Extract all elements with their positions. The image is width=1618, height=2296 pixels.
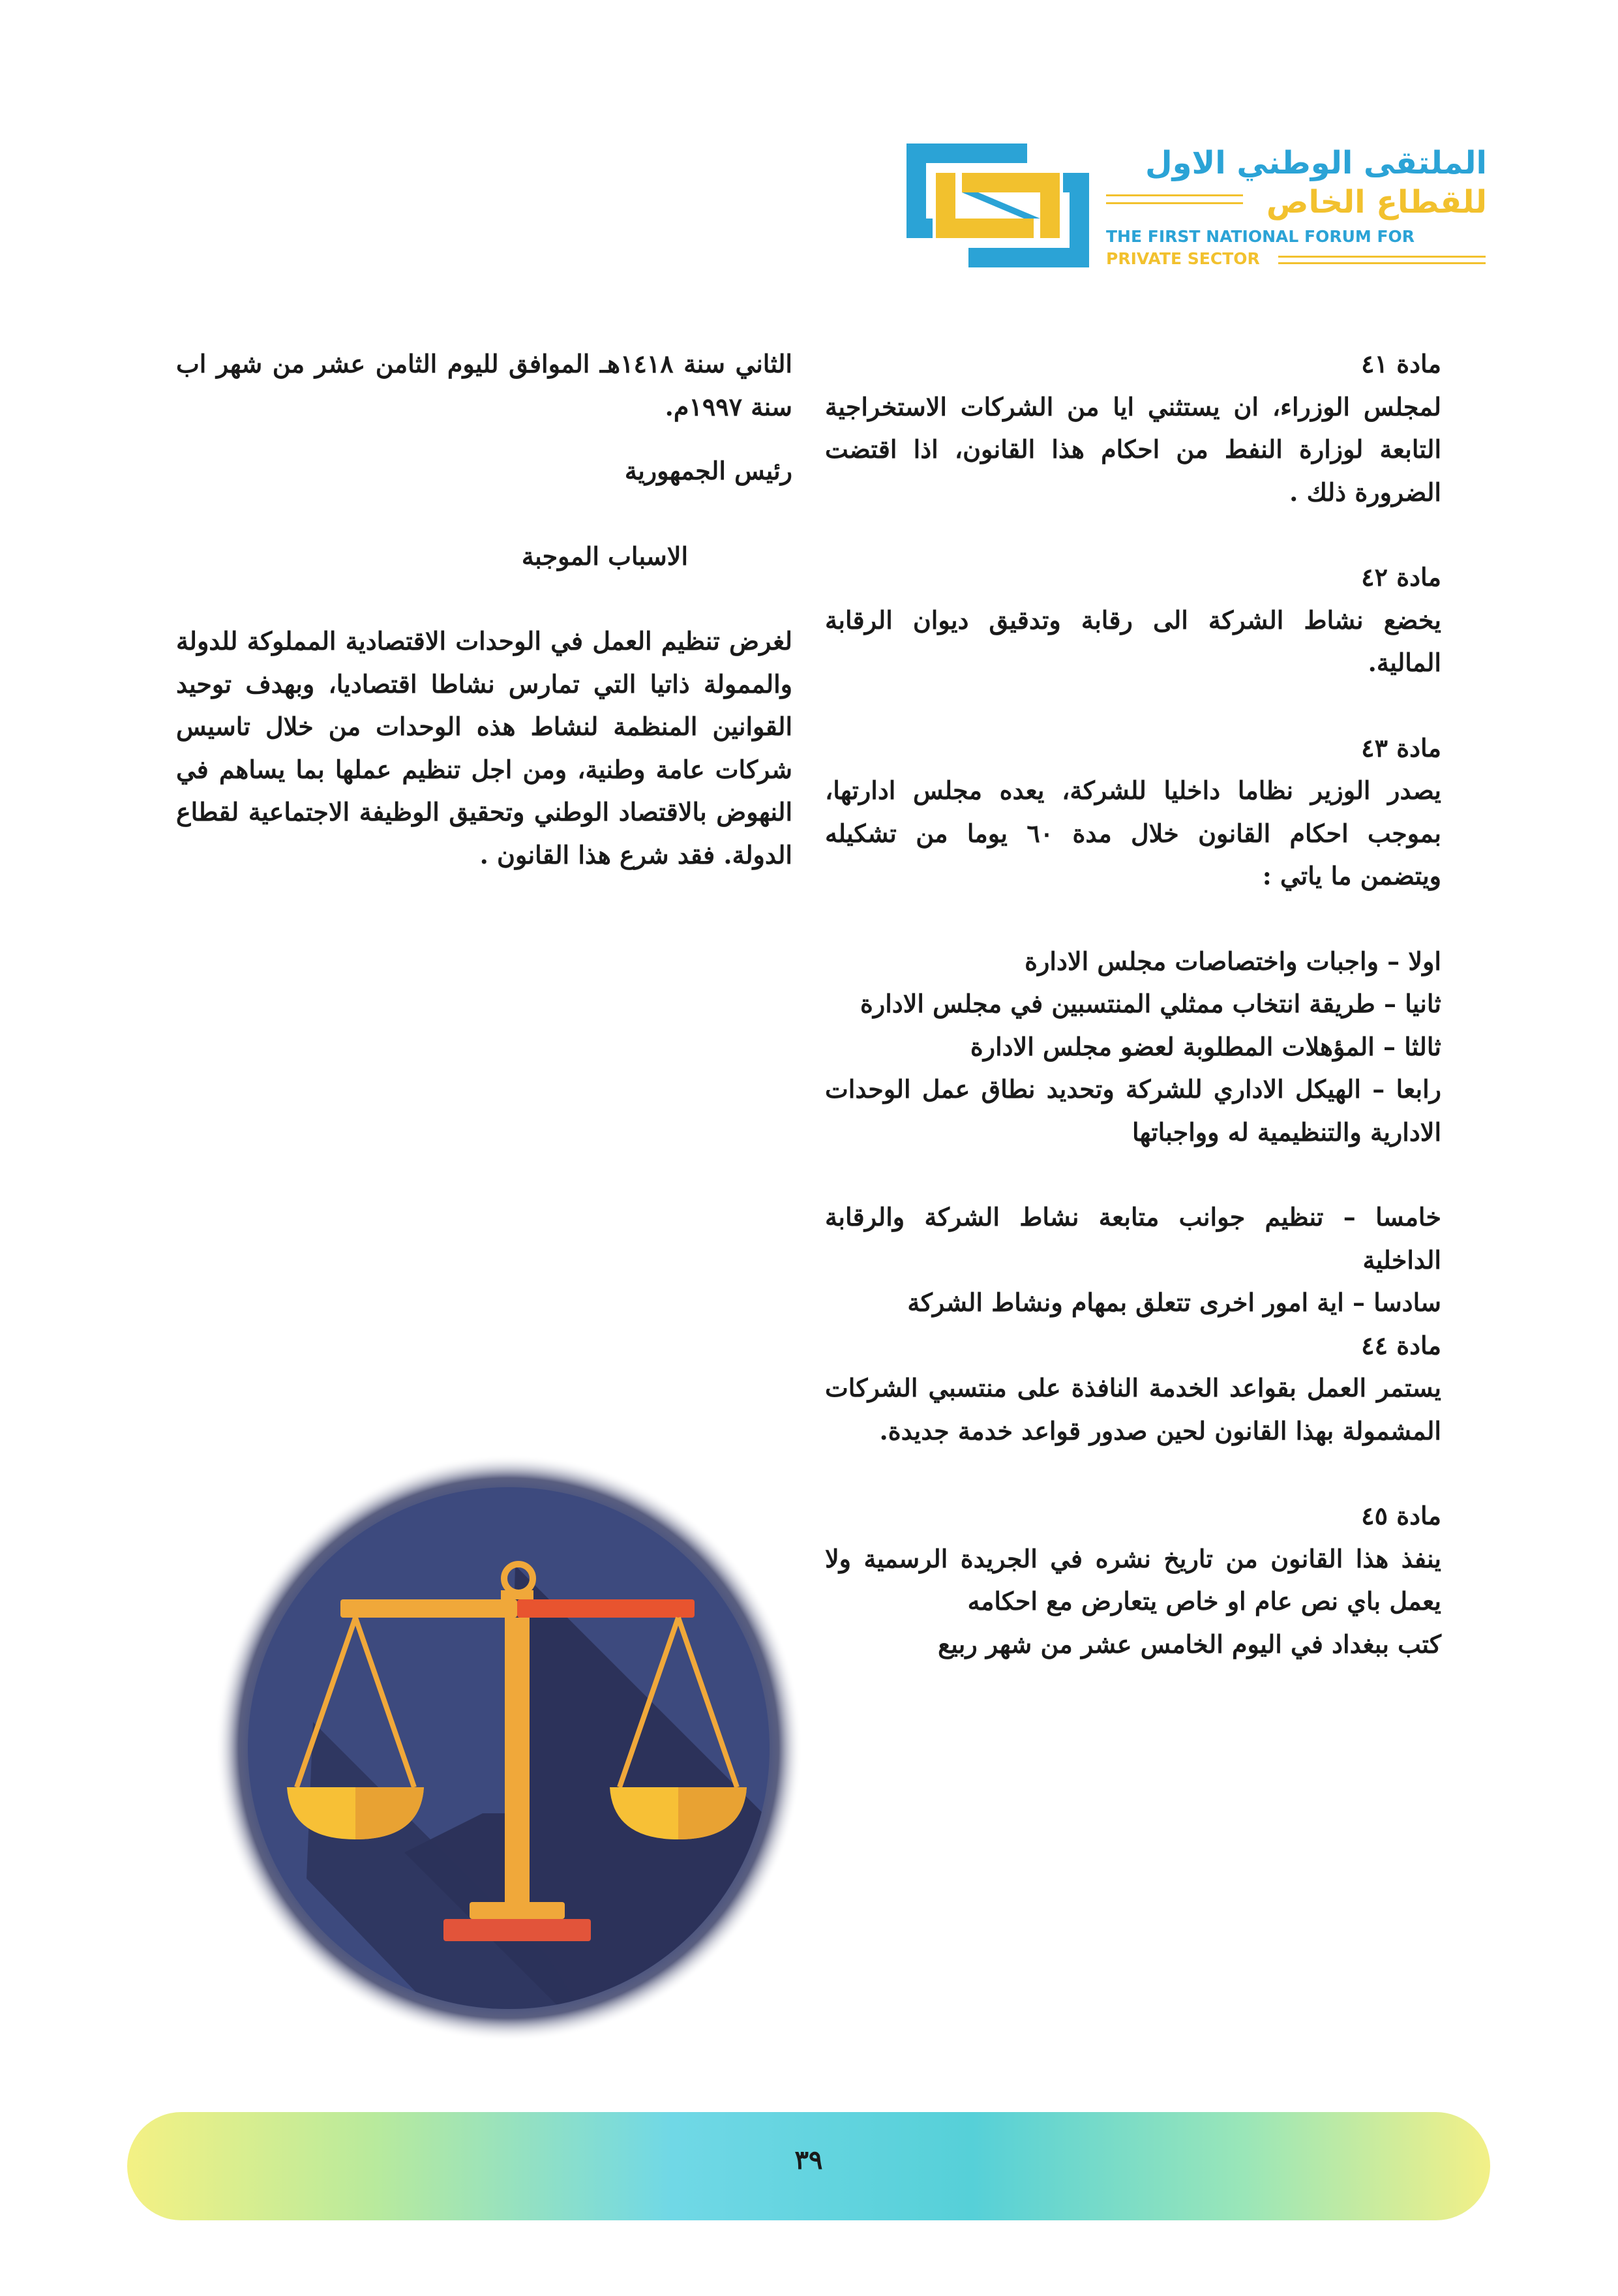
forum-logo xyxy=(906,144,1493,274)
scales-of-justice-icon xyxy=(209,1448,809,2048)
logo-rule xyxy=(1106,194,1243,196)
footer-band xyxy=(127,2112,1490,2220)
article-44-title: مادة ٤٤ xyxy=(1361,1330,1441,1360)
article-42-body: يخضع نشاط الشركة الى رقابة وتدقيق ديوان الرقابة المالية. xyxy=(825,605,1441,677)
logo-rule xyxy=(1106,202,1243,204)
logo-english-line1: THE FIRST NATIONAL FORUM FOR xyxy=(1106,227,1415,246)
article-43-item-6: سادسا – اية امور اخرى تتعلق بمهام ونشاط الشركة xyxy=(907,1288,1441,1317)
page-number: ٣٩ xyxy=(794,2145,823,2175)
signature-date-line: كتب ببغداد في اليوم الخامس عشر من شهر ربيع xyxy=(938,1629,1441,1659)
article-43-item-5: خامسا – تنظيم جوانب متابعة نشاط الشركة والرقابة الداخلية xyxy=(825,1202,1441,1275)
article-43-item-2: ثانيا – طريقة انتخاب ممثلي المنتسبين في مجلس الادارة xyxy=(860,989,1441,1018)
date-continuation: الثاني سنة ١٤١٨هـ الموافق لليوم الثامن عشر من شهر اب سنة ١٩٩٧م. xyxy=(176,349,792,421)
forum-logo-mark-icon xyxy=(906,144,1089,267)
left-column xyxy=(176,342,792,876)
justifying-reasons-body: لغرض تنظيم العمل في الوحدات الاقتصادية المملوكة للدولة والممولة ذاتيا التي تمارس نشاطا اقتصاديا، وبهدف توحيد القوانين المنظمة لنشاط هذه الوحدات من خلال تاسيس شركات عامة وطنية، ومن اجل تنظيم عملها بما يساهم في النهوض بالاقتصاد الوطني وتحقيق الوظيفة الاجتماعية لقطاع الدولة. فقد شرع هذا القانون . xyxy=(176,626,792,869)
article-43-body: يصدر الوزير نظاما داخليا للشركة، يعده مجلس ادارتها، بموجب احكام القانون خلال مدة ٦٠ يوما من تشكيله ويتضمن ما ياتي : xyxy=(825,776,1441,890)
logo-arabic-line1: الملتقى الوطني الاول xyxy=(1145,145,1487,181)
logo-rule xyxy=(1278,256,1486,258)
right-column xyxy=(825,342,1441,1665)
article-44-body: يستمر العمل بقواعد الخدمة النافذة على منتسبي الشركات المشمولة بهذا القانون لحين صدور قواعد خدمة جديدة. xyxy=(825,1373,1441,1445)
article-45-body: ينفذ هذا القانون من تاريخ نشره في الجريدة الرسمية ولا يعمل باي نص عام او خاص يتعارض مع احكامه xyxy=(825,1543,1441,1616)
president-signature: رئيس الجمهورية xyxy=(624,456,792,485)
logo-english-line2: PRIVATE SECTOR xyxy=(1106,249,1260,268)
scales-of-justice-illustration xyxy=(209,1448,809,2048)
article-43-item-4: رابعا – الهيكل الاداري للشركة وتحديد نطاق عمل الوحدات الادارية والتنظيمية له وواجباتها xyxy=(825,1074,1441,1147)
article-42-title: مادة ٤٢ xyxy=(1361,562,1441,592)
justifying-reasons-heading: الاسباب الموجبة xyxy=(521,541,688,571)
article-43-item-3: ثالثا – المؤهلات المطلوبة لعضو مجلس الادارة xyxy=(970,1031,1441,1061)
article-43-title: مادة ٤٣ xyxy=(1361,733,1441,763)
logo-arabic-line2: للقطاع الخاص xyxy=(1266,184,1487,220)
article-45-title: مادة ٤٥ xyxy=(1361,1501,1441,1530)
article-41-title: مادة ٤١ xyxy=(1361,349,1441,378)
article-43-item-1: اولا – واجبات واختصاصات مجلس الادارة xyxy=(1025,946,1441,976)
logo-rule xyxy=(1278,262,1486,264)
article-41-body: لمجلس الوزراء، ان يستثني ايا من الشركات الاستخراجية التابعة لوزارة النفط من احكام هذا القانون، اذا اقتضت الضرورة ذلك . xyxy=(825,391,1441,507)
